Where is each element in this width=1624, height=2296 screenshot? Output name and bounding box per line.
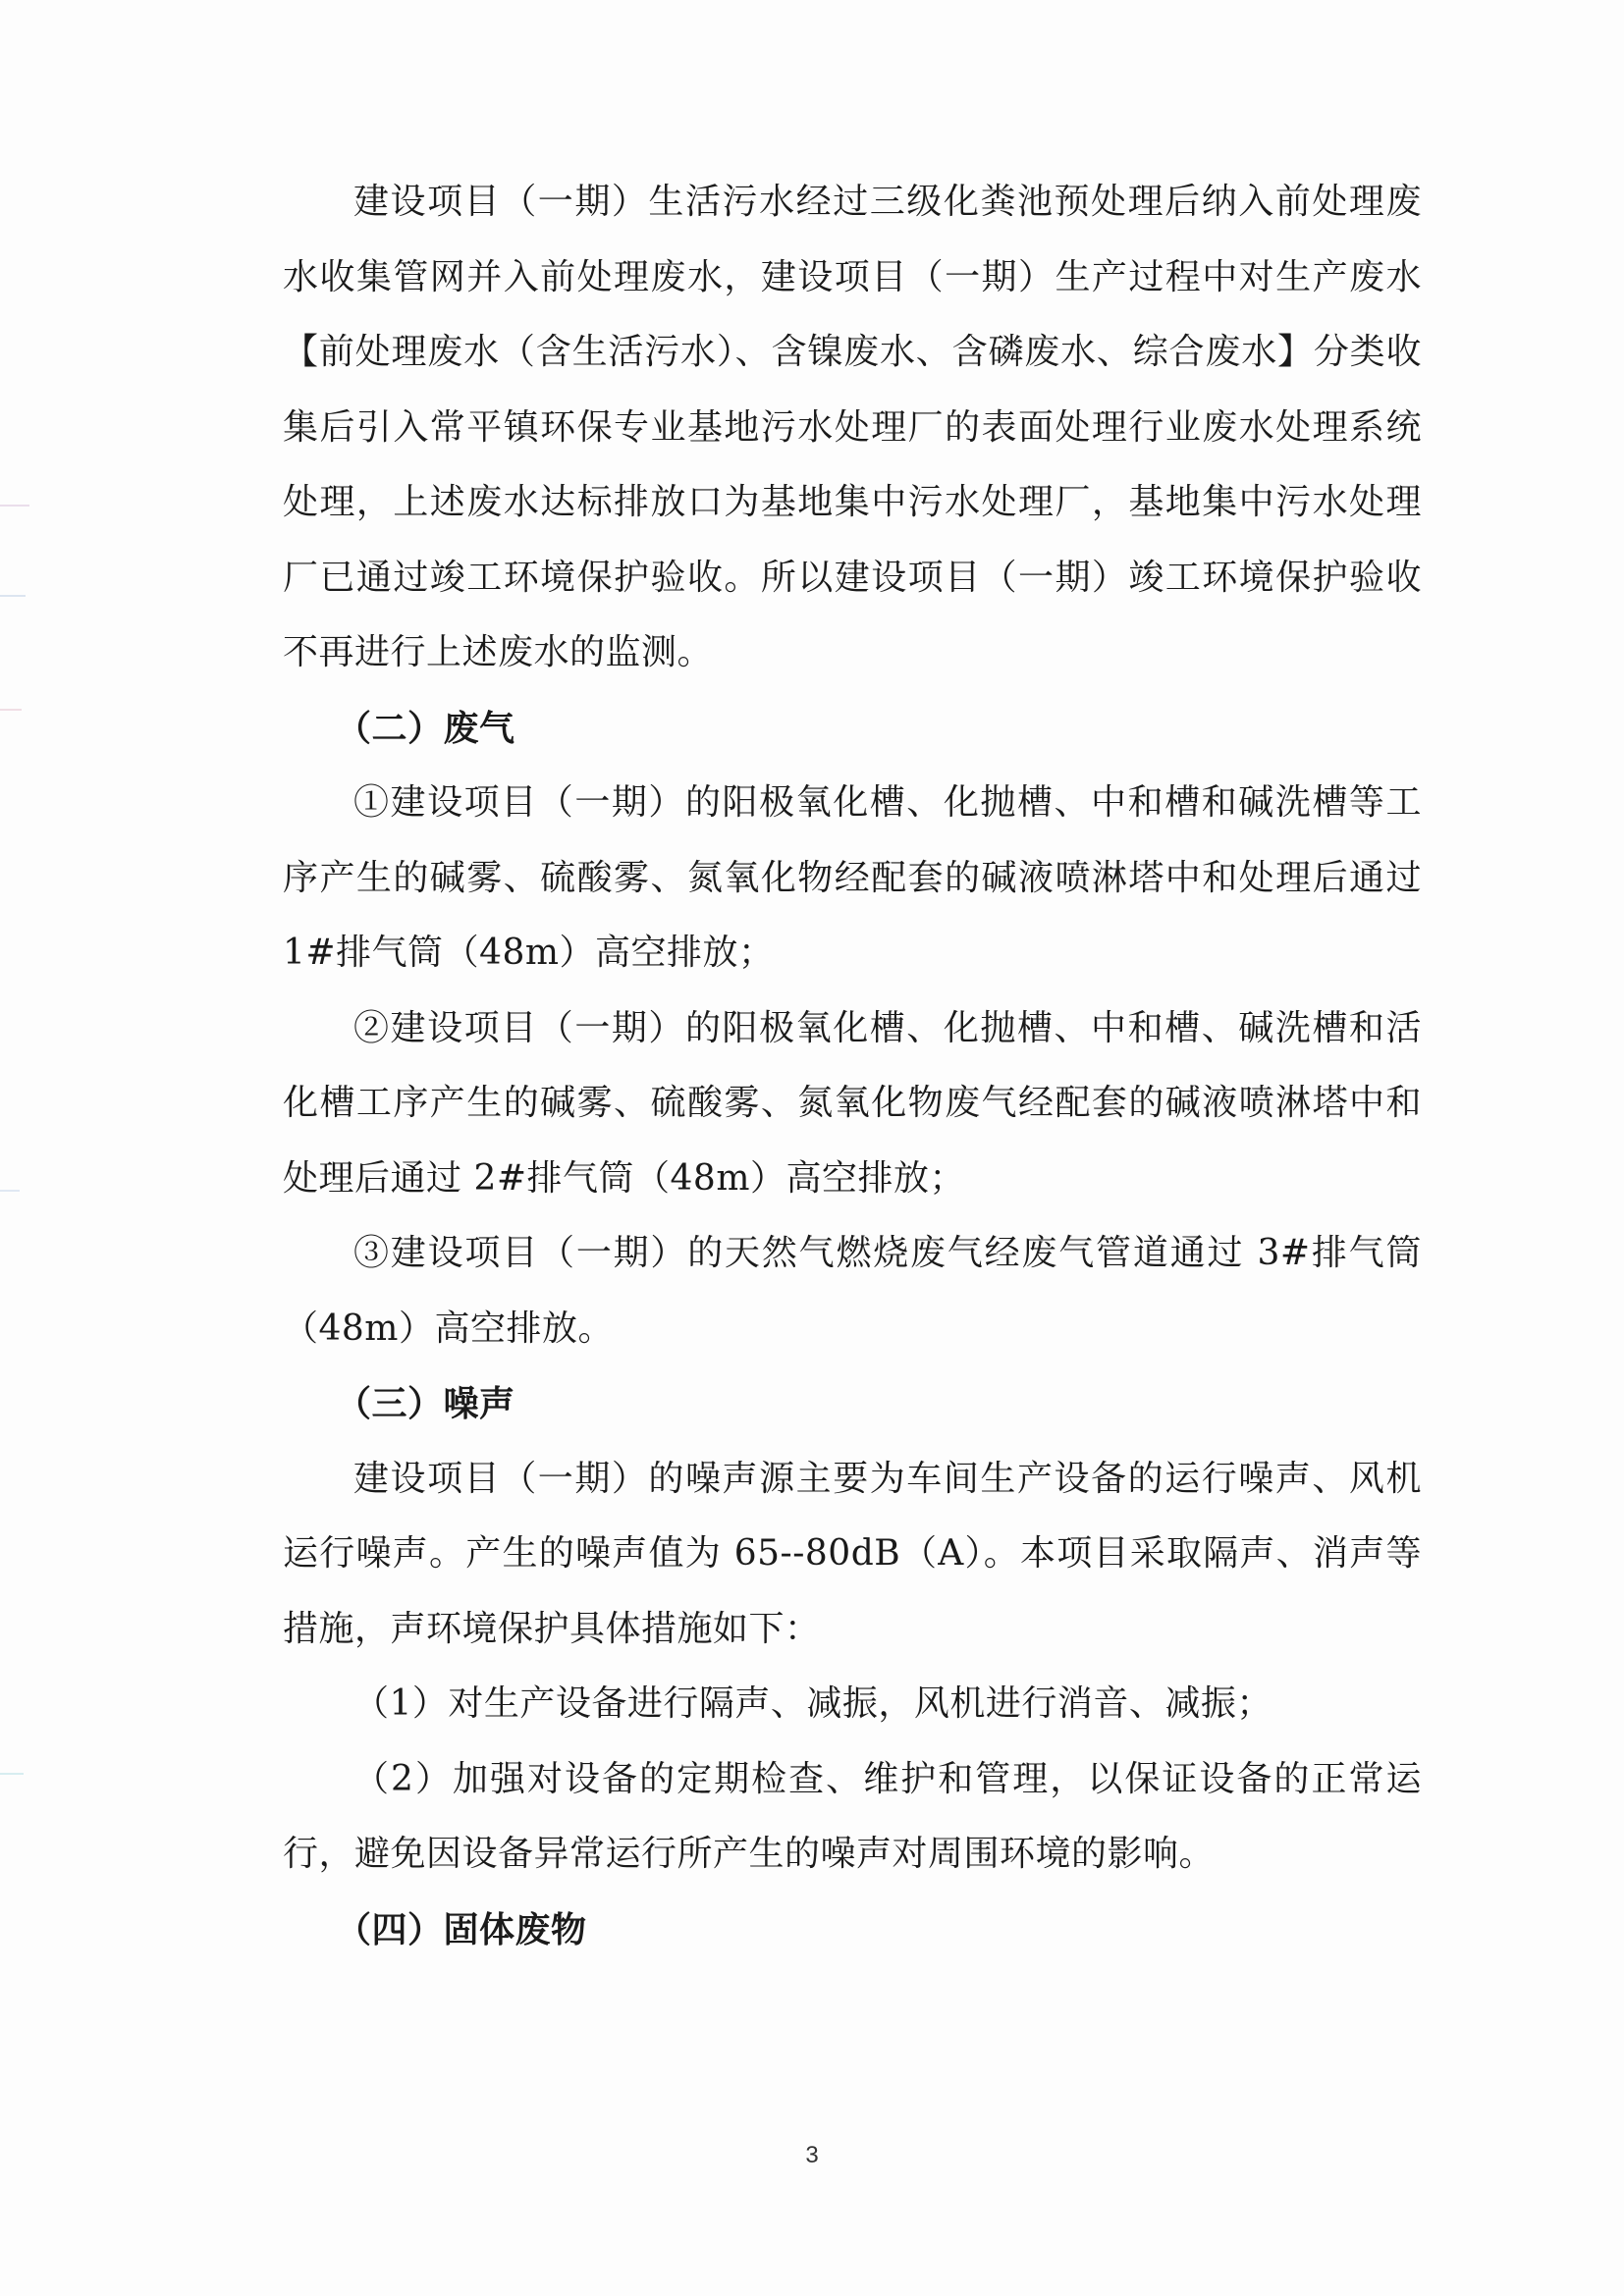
scan-artifact — [0, 505, 29, 507]
heading-solid-waste: （四）固体废物 — [336, 1908, 587, 1950]
paragraph-exhaust-3: ③建设项目（一期）的天然气燃烧废气经废气管道通过 3#排气筒（48m）高空排放。 — [283, 1233, 1422, 1349]
noise-measure-2: （2）加强对设备的定期检查、维护和管理，以保证设备的正常运行，避免因设备异常运行所产生的噪声对周围环境的影响。 — [283, 1758, 1422, 1874]
scan-artifact — [0, 595, 26, 597]
page-number: 3 — [805, 2142, 819, 2168]
paragraph-exhaust-1: ①建设项目（一期）的阳极氧化槽、化抛槽、中和槽和碱洗槽等工序产生的碱雾、硫酸雾、氮氧化物经配套的碱液喷淋塔中和处理后通过 1#排气筒（48m）高空排放； — [283, 782, 1422, 973]
paragraph-noise: 建设项目（一期）的噪声源主要为车间生产设备的运行噪声、风机运行噪声。产生的噪声值为 65--80dB（A）。本项目采取隔声、消声等措施，声环境保护具体措施如下： — [283, 1458, 1422, 1649]
heading-exhaust-gas: （二）废气 — [336, 707, 515, 749]
scan-artifact — [0, 1773, 24, 1775]
heading-noise: （三）噪声 — [336, 1383, 515, 1424]
noise-measure-1: （1）对生产设备进行隔声、减振，风机进行消音、减振； — [353, 1683, 1272, 1724]
paragraph-wastewater: 建设项目（一期）生活污水经过三级化粪池预处理后纳入前处理废水收集管网并入前处理废水，建设项目（一期）生产过程中对生产废水【前处理废水（含生活污水）、含镍废水、含磷废水、综合废水】分类收集后引入常平镇环保专业基地污水处理厂的表面处理行业废水处理系统处理，上述废水达标排放口为基地集中污水处理厂，基地集中污水处理厂已通过竣工环境保护验收。所以建设项目（一期）竣工环境保护验收不再进行上述废水的监测。 — [283, 182, 1422, 672]
paragraph-exhaust-2: ②建设项目（一期）的阳极氧化槽、化抛槽、中和槽、碱洗槽和活化槽工序产生的碱雾、硫酸雾、氮氧化物废气经配套的碱液喷淋塔中和处理后通过 2#排气筒（48m）高空排放； — [283, 1007, 1422, 1199]
scan-artifact — [0, 1190, 20, 1192]
scan-artifact — [0, 709, 22, 711]
document-body — [283, 165, 1422, 1967]
